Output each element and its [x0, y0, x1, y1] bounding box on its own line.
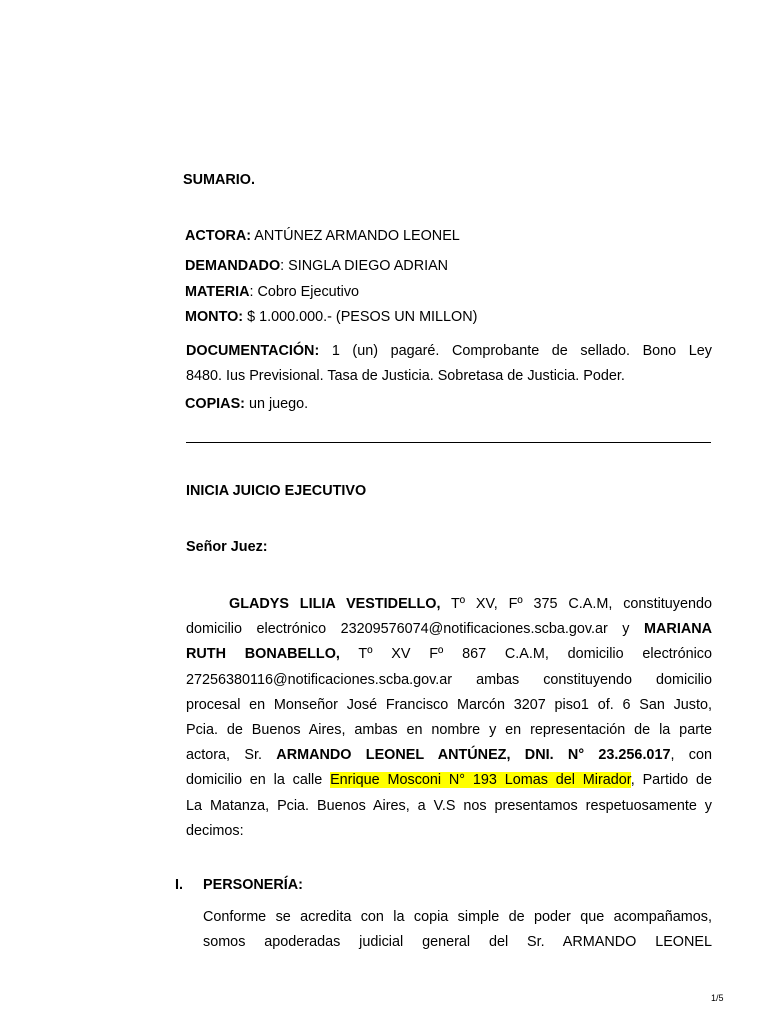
separator-rule	[186, 442, 711, 443]
copias-line: COPIAS: un juego.	[185, 396, 309, 412]
demandado-line: DEMANDADO: SINGLA DIEGO ADRIAN	[185, 258, 449, 274]
salutation: Señor Juez:	[186, 539, 268, 555]
section-title: PERSONERÍA:	[203, 877, 303, 893]
section-paragraph: Conforme se acredita con la copia simple de poder que acompañamos, somos apoderadas judicial general del Sr. ARMANDO LEONEL	[203, 909, 712, 951]
document-heading: INICIA JUICIO EJECUTIVO	[186, 483, 367, 499]
materia-line: MATERIA: Cobro Ejecutivo	[185, 284, 360, 300]
page-number: 1/5	[711, 993, 724, 1003]
actora-line: ACTORA: ANTÚNEZ ARMANDO LEONEL	[185, 228, 460, 244]
monto-line: MONTO: $ 1.000.000.- (PESOS UN MILLON)	[185, 309, 478, 325]
body-paragraph: GLADYS LILIA VESTIDELLO, Tº XV, Fº 375 C.A.M, constituyendo domicilio electrónico 23209576074@notificaciones.scba.gov.ar y MARIANA RUTH BONABELLO, Tº XV Fº 867 C.A.M, domicilio electrónico 27256380116@notificaciones.scba.gov.ar ambas constituyendo domicilio procesal en Monseñor José Francisco Marcón 3207 piso1 of. 6 San Justo, Pcia. de Buenos Aires, ambas en nombre y en representación de la parte actora, Sr. ARMANDO LEONEL ANTÚNEZ, DNI. N° 23.256.017, con domicilio en la calle Enrique Mosconi N° 193 Lomas del Mirador, Partido de La Matanza, Pcia. Buenos Aires, a V.S nos presentamos respetuosamente y decimos:	[186, 596, 713, 839]
summary-title: SUMARIO.	[183, 172, 255, 188]
documentacion-paragraph: DOCUMENTACIÓN: 1 (un) pagaré. Comprobante de sellado. Bono Ley 8480. Ius Previsional. Tasa de Justicia. Sobretasa de Justicia. Poder.	[186, 343, 712, 385]
highlighted-address: Enrique Mosconi N° 193 Lomas del Mirador	[330, 772, 631, 789]
section-number: I.	[175, 877, 183, 893]
